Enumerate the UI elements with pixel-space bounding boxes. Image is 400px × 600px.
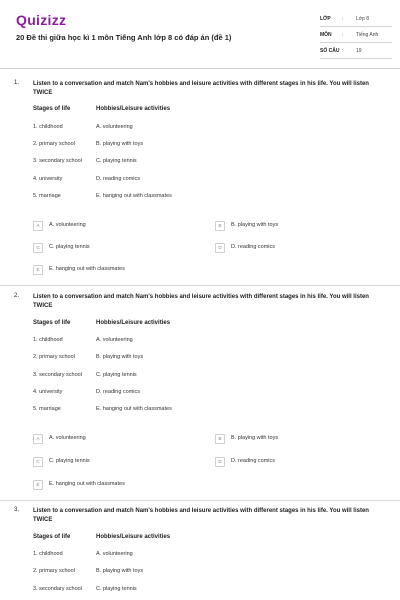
table-cell-stage: 3. secondary school xyxy=(33,586,82,592)
option-text: C. playing tennis xyxy=(49,458,90,464)
option-letter-box: D xyxy=(215,457,225,467)
option-letter-box: C xyxy=(33,243,43,253)
table-cell-activity: A. volunteering xyxy=(96,551,133,557)
meta-label: SỐ CÂU xyxy=(320,48,340,54)
option-text: D. reading comics xyxy=(231,458,276,464)
option-text: C. playing tennis xyxy=(49,244,90,250)
table-cell-activity: E. hanging out with classmates xyxy=(96,193,172,199)
question-number: 2. xyxy=(14,293,20,299)
option-text: A. volunteering xyxy=(49,435,86,441)
option-letter-box: E xyxy=(33,265,43,275)
question-text: Listen to a conversation and match Nam's hobbies and leisure activities with different stages in his life. You will listen TWICE xyxy=(33,294,369,309)
question-number: 3. xyxy=(14,507,20,513)
table-cell-activity: C. playing tennis xyxy=(96,586,137,592)
meta-value: Lớp 8 xyxy=(356,16,370,22)
meta-value: Tiếng Anh xyxy=(356,32,379,38)
meta-divider xyxy=(320,58,392,59)
option-letter-box: B xyxy=(215,434,225,444)
table-cell-activity: B. playing with toys xyxy=(96,568,144,574)
table-cell-activity: B. playing with toys xyxy=(96,141,144,147)
table-cell-stage: 1. childhood xyxy=(33,551,63,557)
table-cell-activity: C. playing tennis xyxy=(96,372,137,378)
table-cell-activity: A. volunteering xyxy=(96,337,133,343)
option-text: E. hanging out with classmates xyxy=(49,481,125,487)
column-header-activities: Hobbies/Leisure activities xyxy=(96,320,171,326)
question-divider xyxy=(0,500,400,501)
table-cell-stage: 2. primary school xyxy=(33,568,75,574)
column-header-stages: Stages of life xyxy=(33,106,71,112)
column-header-activities: Hobbies/Leisure activities xyxy=(96,534,171,540)
option-letter-box: B xyxy=(215,221,225,231)
column-header-stages: Stages of life xyxy=(33,534,71,540)
column-header-stages: Stages of life xyxy=(33,320,71,326)
table-cell-stage: 5. marriage xyxy=(33,193,61,199)
meta-label: LỚP xyxy=(320,16,331,22)
table-cell-activity: C. playing tennis xyxy=(96,158,137,164)
table-cell-stage: 1. childhood xyxy=(33,124,63,130)
table-cell-stage: 4. university xyxy=(33,176,63,182)
question-text: Listen to a conversation and match Nam's hobbies and leisure activities with different stages in his life. You will listen TWICE xyxy=(33,508,369,523)
quizizz-logo: Quizizz xyxy=(16,12,67,28)
meta-value: 19 xyxy=(356,48,362,54)
meta-divider xyxy=(320,42,392,43)
option-letter-box: C xyxy=(33,457,43,467)
option-text: E. hanging out with classmates xyxy=(49,266,125,272)
table-cell-stage: 1. childhood xyxy=(33,337,63,343)
question-number: 1. xyxy=(14,80,20,86)
question-text: Listen to a conversation and match Nam's hobbies and leisure activities with different stages in his life. You will listen TWICE xyxy=(33,81,369,96)
meta-label: MÔN xyxy=(320,32,332,38)
meta-divider xyxy=(320,26,392,27)
option-text: B. playing with toys xyxy=(231,222,279,228)
table-cell-activity: B. playing with toys xyxy=(96,354,144,360)
table-cell-stage: 5. marriage xyxy=(33,406,61,412)
document-title: 20 Đề thi giữa học kì 1 môn Tiếng Anh lớp 8 có đáp án (đề 1) xyxy=(16,33,232,42)
option-letter-box: A xyxy=(33,221,43,231)
option-letter-box: E xyxy=(33,480,43,490)
table-cell-stage: 3. secondary school xyxy=(33,372,82,378)
option-text: B. playing with toys xyxy=(231,435,279,441)
option-text: D. reading comics xyxy=(231,244,276,250)
option-letter-box: D xyxy=(215,243,225,253)
table-cell-activity: E. hanging out with classmates xyxy=(96,406,172,412)
table-cell-stage: 3. secondary school xyxy=(33,158,82,164)
option-letter-box: A xyxy=(33,434,43,444)
table-cell-activity: D. reading comics xyxy=(96,389,141,395)
option-text: A. volunteering xyxy=(49,222,86,228)
column-header-activities: Hobbies/Leisure activities xyxy=(96,106,171,112)
table-cell-stage: 2. primary school xyxy=(33,141,75,147)
document-header: Quizizz 20 Đề thi giữa học kì 1 môn Tiếng Anh lớp 8 có đáp án (đề 1) LỚP : Lớp 8 MÔN : Tiếng Anh SỐ CÂU : 19 xyxy=(0,0,400,69)
table-cell-activity: A. volunteering xyxy=(96,124,133,130)
question-divider xyxy=(0,285,400,286)
table-cell-stage: 2. primary school xyxy=(33,354,75,360)
table-cell-stage: 4. university xyxy=(33,389,63,395)
table-cell-activity: D. reading comics xyxy=(96,176,141,182)
